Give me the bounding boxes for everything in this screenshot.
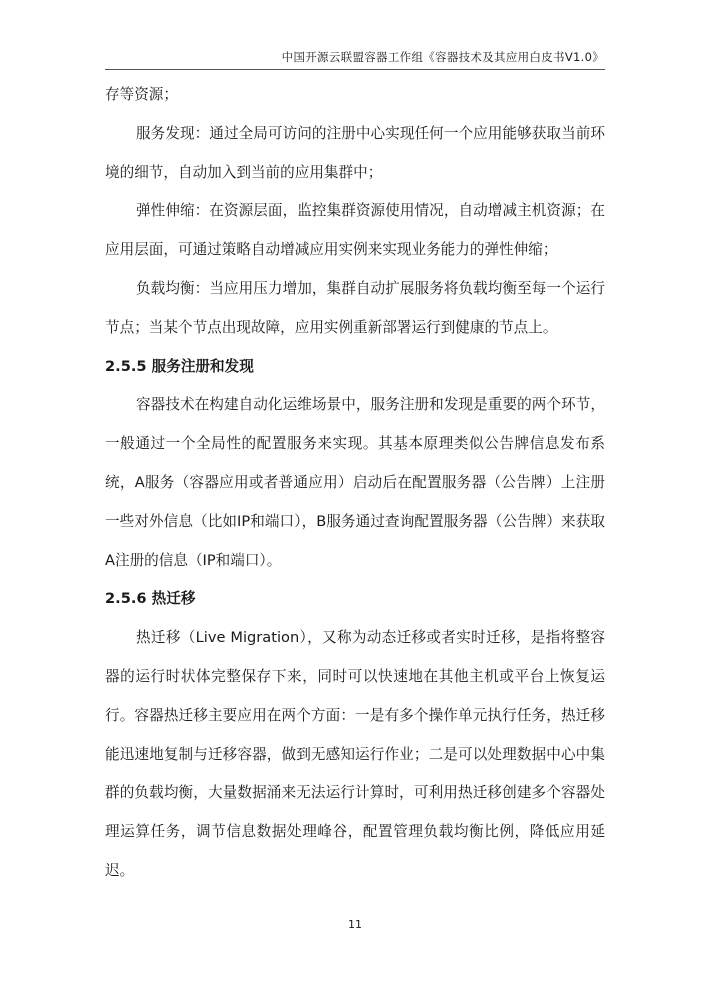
paragraph-resources-tail: 存等资源； — [105, 86, 178, 103]
header-rule — [105, 69, 605, 70]
paragraph-live-migration: 热迁移（Live Migration），又称为动态迁移或者实时迁移，是指将整容器的运行时状体完整保存下来，同时可以快速地在其他主机或平台上恢复运行。容器热迁移主要应用在两个方面：一是有多个操作单元执行任务，热迁移能迅速地复制与迁移容器，做到无感知运行作业；二是可以处理数据中心中集群的负载均衡，大量数据涌来无法运行计算时，可利用热迁移创建多个容器处理运算任务，调节信息数据处理峰谷，配置管理负载均衡比例，降低应用延迟。 — [105, 629, 605, 879]
section-heading-2-5-5: 2.5.5 服务注册和发现 — [105, 357, 254, 375]
page-body — [105, 76, 605, 891]
page-number: 11 — [348, 918, 362, 931]
running-header: 中国开源云联盟容器工作组《容器技术及其应用白皮书V1.0》 — [281, 50, 604, 64]
paragraph-service-discovery: 服务发现：通过全局可访问的注册中心实现任何一个应用能够获取当前环境的细节，自动加入到当前的应用集群中； — [105, 124, 605, 181]
paragraph-service-registration: 容器技术在构建自动化运维场景中，服务注册和发现是重要的两个环节，一般通过一个全局性的配置服务来实现。其基本原理类似公告牌信息发布系统，A服务（容器应用或者普通应用）启动后在配置服务器（公告牌）上注册一些对外信息（比如IP和端口），B服务通过查询配置服务器（公告牌）来获取A注册的信息（IP和端口）。 — [105, 396, 605, 569]
section-heading-2-5-6: 2.5.6 热迁移 — [105, 590, 196, 608]
paragraph-load-balancing: 负载均衡：当应用压力增加，集群自动扩展服务将负载均衡至每一个运行节点；当某个节点出现故障，应用实例重新部署运行到健康的节点上。 — [105, 279, 605, 336]
paragraph-elastic-scaling: 弹性伸缩：在资源层面，监控集群资源使用情况，自动增减主机资源；在应用层面，可通过策略自动增减应用实例来实现业务能力的弹性伸缩； — [105, 202, 605, 259]
